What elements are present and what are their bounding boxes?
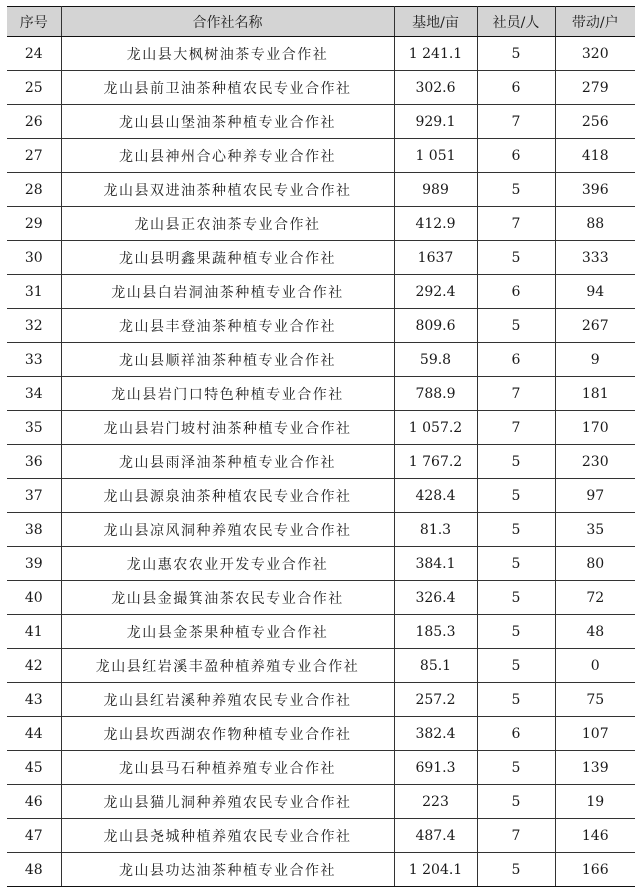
- base-area: 1 767.2: [394, 445, 477, 479]
- row-index: 39: [7, 547, 61, 581]
- base-area: 302.6: [394, 71, 477, 105]
- households-count: 75: [555, 683, 635, 717]
- table-row: [7, 411, 635, 445]
- row-index: 31: [7, 275, 61, 309]
- member-count: 6: [477, 71, 555, 105]
- table-row: [7, 513, 635, 547]
- header-cooperative-name: 合作社名称: [61, 7, 394, 37]
- table-body: [7, 37, 635, 887]
- cooperative-name: 龙山县山堡油茶种植专业合作社: [61, 105, 394, 139]
- table-row: [7, 241, 635, 275]
- households-count: 139: [555, 751, 635, 785]
- cooperative-name: 龙山县马石种植养殖专业合作社: [61, 751, 394, 785]
- households-count: 72: [555, 581, 635, 615]
- base-area: 59.8: [394, 343, 477, 377]
- base-area: 809.6: [394, 309, 477, 343]
- row-index: 40: [7, 581, 61, 615]
- households-count: 166: [555, 853, 635, 887]
- row-index: 28: [7, 173, 61, 207]
- header-members: 社员/人: [477, 7, 555, 37]
- table-row: [7, 853, 635, 887]
- base-area: 326.4: [394, 581, 477, 615]
- table-row: [7, 649, 635, 683]
- member-count: 5: [477, 785, 555, 819]
- cooperative-name: 龙山县岩门口特色种植专业合作社: [61, 377, 394, 411]
- table-row: [7, 275, 635, 309]
- cooperative-name: 龙山县坎西湖农作物种植专业合作社: [61, 717, 394, 751]
- row-index: 43: [7, 683, 61, 717]
- table-row: [7, 751, 635, 785]
- cooperative-name: 龙山县猫儿洞种养殖农民专业合作社: [61, 785, 394, 819]
- member-count: 5: [477, 309, 555, 343]
- households-count: 396: [555, 173, 635, 207]
- households-count: 19: [555, 785, 635, 819]
- base-area: 1637: [394, 241, 477, 275]
- member-count: 6: [477, 343, 555, 377]
- base-area: 292.4: [394, 275, 477, 309]
- member-count: 7: [477, 105, 555, 139]
- table-row: [7, 139, 635, 173]
- member-count: 5: [477, 751, 555, 785]
- households-count: 170: [555, 411, 635, 445]
- cooperative-name: 龙山县岩门坡村油茶种植专业合作社: [61, 411, 394, 445]
- member-count: 5: [477, 853, 555, 887]
- table-row: [7, 615, 635, 649]
- base-area: 384.1: [394, 547, 477, 581]
- member-count: 5: [477, 37, 555, 71]
- member-count: 5: [477, 173, 555, 207]
- member-count: 5: [477, 479, 555, 513]
- table-row: [7, 309, 635, 343]
- member-count: 6: [477, 139, 555, 173]
- cooperative-name: 龙山县红岩溪丰盈种植养殖专业合作社: [61, 649, 394, 683]
- member-count: 5: [477, 649, 555, 683]
- households-count: 48: [555, 615, 635, 649]
- cooperative-name: 龙山县双进油茶种植农民专业合作社: [61, 173, 394, 207]
- households-count: 418: [555, 139, 635, 173]
- base-area: 257.2: [394, 683, 477, 717]
- header-row: [7, 7, 635, 37]
- cooperative-name: 龙山县前卫油茶种植农民专业合作社: [61, 71, 394, 105]
- table-row: [7, 207, 635, 241]
- households-count: 0: [555, 649, 635, 683]
- base-area: 989: [394, 173, 477, 207]
- row-index: 27: [7, 139, 61, 173]
- cooperative-name: 龙山县红岩溪种养殖农民专业合作社: [61, 683, 394, 717]
- table-row: [7, 71, 635, 105]
- row-index: 47: [7, 819, 61, 853]
- table-row: [7, 717, 635, 751]
- row-index: 32: [7, 309, 61, 343]
- households-count: 35: [555, 513, 635, 547]
- households-count: 94: [555, 275, 635, 309]
- cooperative-name: 龙山县白岩洞油茶种植专业合作社: [61, 275, 394, 309]
- table-row: [7, 343, 635, 377]
- cooperative-name: 龙山县顺祥油茶种植专业合作社: [61, 343, 394, 377]
- row-index: 46: [7, 785, 61, 819]
- cooperative-name: 龙山县丰登油茶种植专业合作社: [61, 309, 394, 343]
- base-area: 81.3: [394, 513, 477, 547]
- row-index: 36: [7, 445, 61, 479]
- member-count: 7: [477, 819, 555, 853]
- base-area: 487.4: [394, 819, 477, 853]
- cooperative-name: 龙山县源泉油茶种植农民专业合作社: [61, 479, 394, 513]
- row-index: 45: [7, 751, 61, 785]
- households-count: 279: [555, 71, 635, 105]
- row-index: 35: [7, 411, 61, 445]
- households-count: 9: [555, 343, 635, 377]
- header-base-area: 基地/亩: [394, 7, 477, 37]
- base-area: 85.1: [394, 649, 477, 683]
- cooperative-name: 龙山县尧城种植养殖农民专业合作社: [61, 819, 394, 853]
- header-households: 带动/户: [555, 7, 635, 37]
- base-area: 788.9: [394, 377, 477, 411]
- households-count: 88: [555, 207, 635, 241]
- base-area: 691.3: [394, 751, 477, 785]
- table-row: [7, 173, 635, 207]
- households-count: 320: [555, 37, 635, 71]
- member-count: 5: [477, 445, 555, 479]
- row-index: 42: [7, 649, 61, 683]
- member-count: 7: [477, 411, 555, 445]
- row-index: 37: [7, 479, 61, 513]
- table-row: [7, 37, 635, 71]
- base-area: 382.4: [394, 717, 477, 751]
- member-count: 5: [477, 513, 555, 547]
- cooperative-name: 龙山县金撮箕油茶农民专业合作社: [61, 581, 394, 615]
- cooperatives-table: [7, 6, 635, 887]
- row-index: 33: [7, 343, 61, 377]
- households-count: 97: [555, 479, 635, 513]
- cooperative-name: 龙山县明鑫果蔬种植专业合作社: [61, 241, 394, 275]
- member-count: 5: [477, 241, 555, 275]
- cooperative-name: 龙山县大枫树油茶专业合作社: [61, 37, 394, 71]
- households-count: 256: [555, 105, 635, 139]
- households-count: 80: [555, 547, 635, 581]
- households-count: 230: [555, 445, 635, 479]
- row-index: 25: [7, 71, 61, 105]
- cooperative-name: 龙山县雨泽油茶种植专业合作社: [61, 445, 394, 479]
- base-area: 185.3: [394, 615, 477, 649]
- households-count: 267: [555, 309, 635, 343]
- table-row: [7, 547, 635, 581]
- table-row: [7, 683, 635, 717]
- row-index: 41: [7, 615, 61, 649]
- base-area: 412.9: [394, 207, 477, 241]
- cooperative-name: 龙山惠农农业开发专业合作社: [61, 547, 394, 581]
- table-row: [7, 785, 635, 819]
- header-index: 序号: [7, 7, 61, 37]
- table-row: [7, 377, 635, 411]
- table-row: [7, 479, 635, 513]
- households-count: 181: [555, 377, 635, 411]
- row-index: 30: [7, 241, 61, 275]
- member-count: 5: [477, 581, 555, 615]
- row-index: 24: [7, 37, 61, 71]
- cooperative-name: 龙山县凉风洞种养殖农民专业合作社: [61, 513, 394, 547]
- member-count: 5: [477, 615, 555, 649]
- member-count: 5: [477, 683, 555, 717]
- cooperative-name: 龙山县神州合心种养专业合作社: [61, 139, 394, 173]
- base-area: 1 204.1: [394, 853, 477, 887]
- table-row: [7, 819, 635, 853]
- households-count: 146: [555, 819, 635, 853]
- row-index: 34: [7, 377, 61, 411]
- member-count: 7: [477, 207, 555, 241]
- row-index: 48: [7, 853, 61, 887]
- row-index: 26: [7, 105, 61, 139]
- member-count: 5: [477, 547, 555, 581]
- households-count: 333: [555, 241, 635, 275]
- base-area: 1 057.2: [394, 411, 477, 445]
- cooperative-name: 龙山县功达油茶种植专业合作社: [61, 853, 394, 887]
- member-count: 7: [477, 377, 555, 411]
- table-row: [7, 445, 635, 479]
- table-header: [7, 7, 635, 37]
- member-count: 6: [477, 717, 555, 751]
- cooperative-name: 龙山县金茶果种植专业合作社: [61, 615, 394, 649]
- base-area: 428.4: [394, 479, 477, 513]
- households-count: 107: [555, 717, 635, 751]
- member-count: 6: [477, 275, 555, 309]
- base-area: 223: [394, 785, 477, 819]
- table-row: [7, 581, 635, 615]
- row-index: 29: [7, 207, 61, 241]
- row-index: 44: [7, 717, 61, 751]
- base-area: 929.1: [394, 105, 477, 139]
- row-index: 38: [7, 513, 61, 547]
- table-row: [7, 105, 635, 139]
- base-area: 1 241.1: [394, 37, 477, 71]
- cooperative-name: 龙山县正农油茶专业合作社: [61, 207, 394, 241]
- base-area: 1 051: [394, 139, 477, 173]
